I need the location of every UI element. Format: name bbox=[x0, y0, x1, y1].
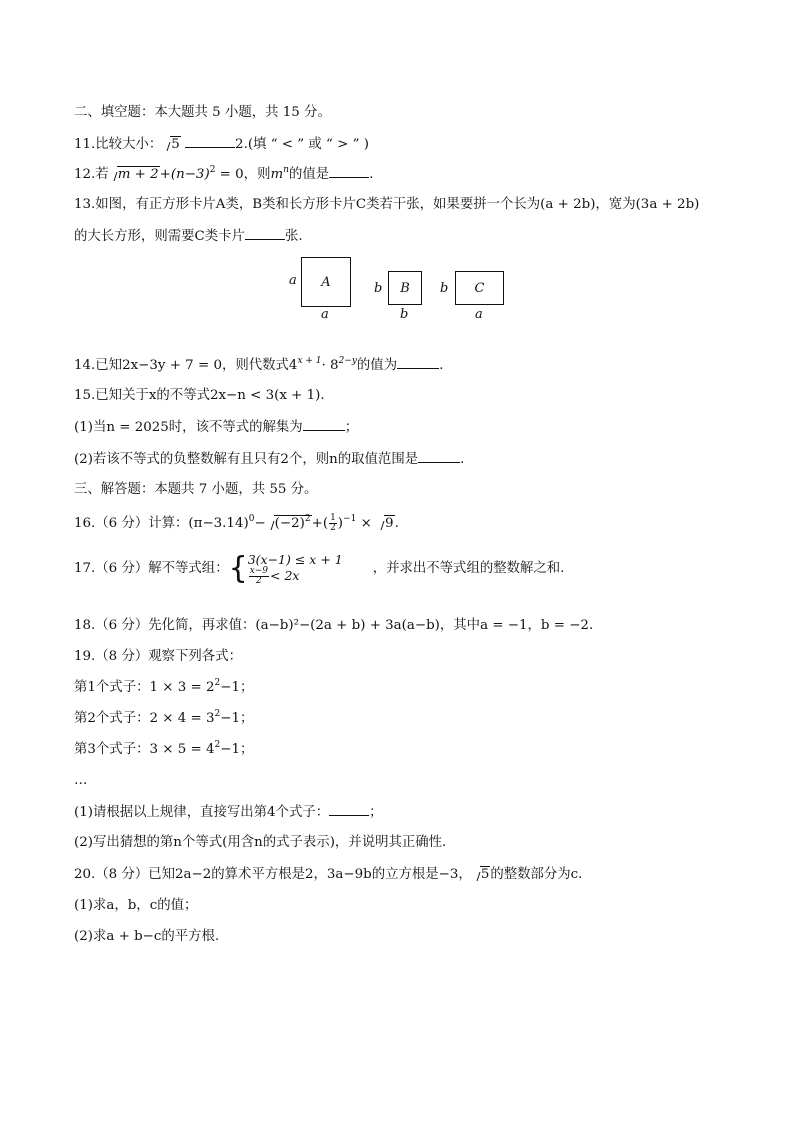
question-19-part1 bbox=[74, 803, 383, 822]
answer-blank[interactable] bbox=[329, 165, 369, 178]
card-c-bottom-label: a bbox=[475, 307, 483, 322]
card-b bbox=[388, 271, 422, 305]
question-15: 15.已知关于x的不等式2x−n < 3(x + 1). bbox=[74, 388, 325, 403]
eq1-end: −1； bbox=[220, 680, 254, 695]
q16-close: ) bbox=[337, 516, 344, 531]
question-11 bbox=[74, 135, 369, 154]
q19-equation-1 bbox=[74, 679, 253, 697]
eq3-text: 第3个式子：3 × 5 = 4 bbox=[74, 742, 215, 757]
q12-m: m bbox=[270, 167, 284, 182]
q19-equation-2 bbox=[74, 710, 253, 728]
eq2-end: −1； bbox=[220, 711, 254, 726]
question-17 bbox=[74, 552, 564, 586]
question-19-part2: (2)写出猜想的第n个等式(用含n的式子表示)，并说明其正确性. bbox=[74, 835, 447, 850]
eq1-text: 第1个式子：1 × 3 = 2 bbox=[74, 680, 215, 695]
q12-n: n bbox=[283, 165, 289, 175]
q11-radicand: 5 bbox=[171, 137, 180, 152]
sqrt-symbol bbox=[472, 866, 491, 884]
q15-2-text: (2)若该不等式的负整数解有且只有2个，则n的取值范围是 bbox=[74, 452, 419, 467]
question-20-part2: (2)求a + b−c的平方根. bbox=[74, 929, 220, 944]
system-row-2 bbox=[248, 567, 343, 586]
inequality-system bbox=[248, 552, 343, 586]
q12-text-c: = 0，则 bbox=[215, 167, 271, 182]
q16-text: 16.（6 分）计算：(π−3.14) bbox=[74, 516, 249, 531]
q16-end: . bbox=[394, 516, 399, 531]
q17-text: 17.（6 分）解不等式组： bbox=[74, 561, 229, 576]
q12-expr: +(n−3) bbox=[159, 167, 210, 182]
q12-exponent: 2 bbox=[209, 165, 216, 175]
q14-exponent-1: x + 1 bbox=[297, 356, 322, 366]
question-19: 19.（8 分）观察下列各式： bbox=[74, 649, 242, 664]
card-c-label: C bbox=[474, 280, 485, 296]
question-15-part2 bbox=[74, 450, 464, 469]
q12-number: 12. bbox=[74, 167, 96, 182]
q13-text: 的大长方形，则需要C类卡片 bbox=[74, 229, 245, 244]
q19-ellipsis: … bbox=[74, 773, 88, 788]
question-15-part1 bbox=[74, 418, 358, 437]
q15-1-text: (1)当n = 2025时，该不等式的解集为 bbox=[74, 420, 303, 435]
q12-text: 若 bbox=[95, 167, 109, 182]
q16-exp-neg: −1 bbox=[343, 514, 357, 524]
q14-text-b: 的值为 bbox=[356, 358, 398, 373]
q19-equation-3 bbox=[74, 741, 253, 759]
fraction bbox=[249, 567, 269, 586]
q13-end: 张. bbox=[284, 229, 303, 244]
question-12 bbox=[74, 165, 373, 184]
eq1-exp: 2 bbox=[214, 678, 221, 688]
q19-1-text: (1)请根据以上规律，直接写出第4个式子： bbox=[74, 805, 330, 820]
q14-mid: · 8 bbox=[321, 358, 339, 373]
answer-blank[interactable] bbox=[303, 418, 345, 431]
card-b-bottom-label: b bbox=[400, 307, 409, 322]
answer-blank[interactable] bbox=[418, 450, 460, 463]
eq2-exp: 2 bbox=[214, 709, 221, 719]
q12-text-d: 的值是 bbox=[288, 167, 330, 182]
q14-exponent-2: 2−y bbox=[338, 356, 357, 366]
card-c-side-label: b bbox=[440, 281, 449, 296]
answer-blank[interactable] bbox=[397, 356, 439, 369]
section2-heading: 二、填空题：本大题共 5 小题，共 15 分。 bbox=[74, 105, 331, 120]
q12-radicand: m + 2 bbox=[117, 167, 159, 182]
eq3-end: −1； bbox=[220, 742, 254, 757]
frac-den: 2 bbox=[330, 523, 336, 533]
card-a-bottom-label: a bbox=[321, 307, 329, 322]
card-a bbox=[301, 257, 351, 307]
frac-num: 1 bbox=[330, 513, 336, 523]
q15-1-end: ； bbox=[344, 420, 359, 435]
q12-end: . bbox=[369, 167, 374, 182]
q16-radicand-2: 9 bbox=[385, 516, 394, 531]
answer-blank[interactable] bbox=[185, 135, 235, 148]
q19-1-end: ； bbox=[369, 805, 383, 820]
answer-blank[interactable] bbox=[329, 803, 369, 816]
q15-2-end: . bbox=[460, 452, 465, 467]
row2-rest: < 2x bbox=[270, 568, 300, 583]
fraction bbox=[329, 514, 337, 533]
question-16 bbox=[74, 514, 399, 533]
q16-exp-0: 0 bbox=[248, 514, 255, 524]
eq3-exp: 2 bbox=[214, 740, 221, 750]
brace-symbol: { bbox=[228, 551, 248, 586]
question-20-part1: (1)求a，b，c的值； bbox=[74, 898, 198, 913]
question-13-line2 bbox=[74, 227, 303, 246]
card-a-side-label: a bbox=[289, 273, 297, 288]
q16-plus: +( bbox=[311, 516, 329, 531]
sqrt-symbol bbox=[162, 136, 181, 154]
question-14 bbox=[74, 356, 443, 375]
card-c bbox=[455, 271, 504, 305]
sqrt-symbol bbox=[266, 515, 312, 533]
system-row-1: 3(x−1) ≤ x + 1 bbox=[247, 552, 343, 567]
q11-text: 比较大小： bbox=[95, 137, 163, 152]
q20-text: 20.（8 分）已知2a−2的算术平方根是2，3a−9b的立方根是−3， bbox=[74, 867, 472, 882]
q11-hint: 2.(填 “ < ” 或 “ > ” ) bbox=[235, 137, 369, 152]
eq2-text: 第2个式子：2 × 4 = 3 bbox=[74, 711, 215, 726]
q11-number: 11. bbox=[74, 137, 96, 152]
card-a-label: A bbox=[321, 274, 331, 290]
card-b-label: B bbox=[400, 280, 410, 296]
q20-radicand: 5 bbox=[480, 867, 490, 882]
section3-heading: 三、解答题：本题共 7 小题，共 55 分。 bbox=[74, 482, 318, 497]
question-18: 18.（6 分）先化简，再求值：(a−b)²−(2a + b) + 3a(a−b)，其中a = −1，b = −2. bbox=[74, 618, 594, 633]
q16-radicand bbox=[274, 515, 312, 531]
card-b-side-label: b bbox=[374, 281, 383, 296]
q14-end: . bbox=[439, 358, 444, 373]
q16-radicand-base: (−2) bbox=[274, 516, 305, 531]
q14-text: 14.已知2x−3y + 7 = 0，则代数式4 bbox=[74, 358, 298, 373]
q16-rad-exp: 2 bbox=[304, 514, 311, 524]
frac-num: x−9 bbox=[249, 566, 269, 576]
sqrt-symbol bbox=[376, 515, 395, 533]
q16-times: × bbox=[356, 516, 377, 531]
q20-text-b: 的整数部分为c. bbox=[490, 867, 583, 882]
q17-text-b: ，并求出不等式组的整数解之和. bbox=[372, 561, 565, 576]
q16-minus: − bbox=[254, 516, 266, 531]
question-13-line1: 13.如图，有正方形卡片A类，B类和长方形卡片C类若干张，如果要拼一个长为(a + 2b)，宽为(3a + 2b) bbox=[74, 197, 700, 212]
question-20 bbox=[74, 866, 582, 884]
answer-blank[interactable] bbox=[245, 227, 285, 240]
frac-den: 2 bbox=[255, 576, 262, 586]
sqrt-symbol bbox=[109, 166, 160, 184]
